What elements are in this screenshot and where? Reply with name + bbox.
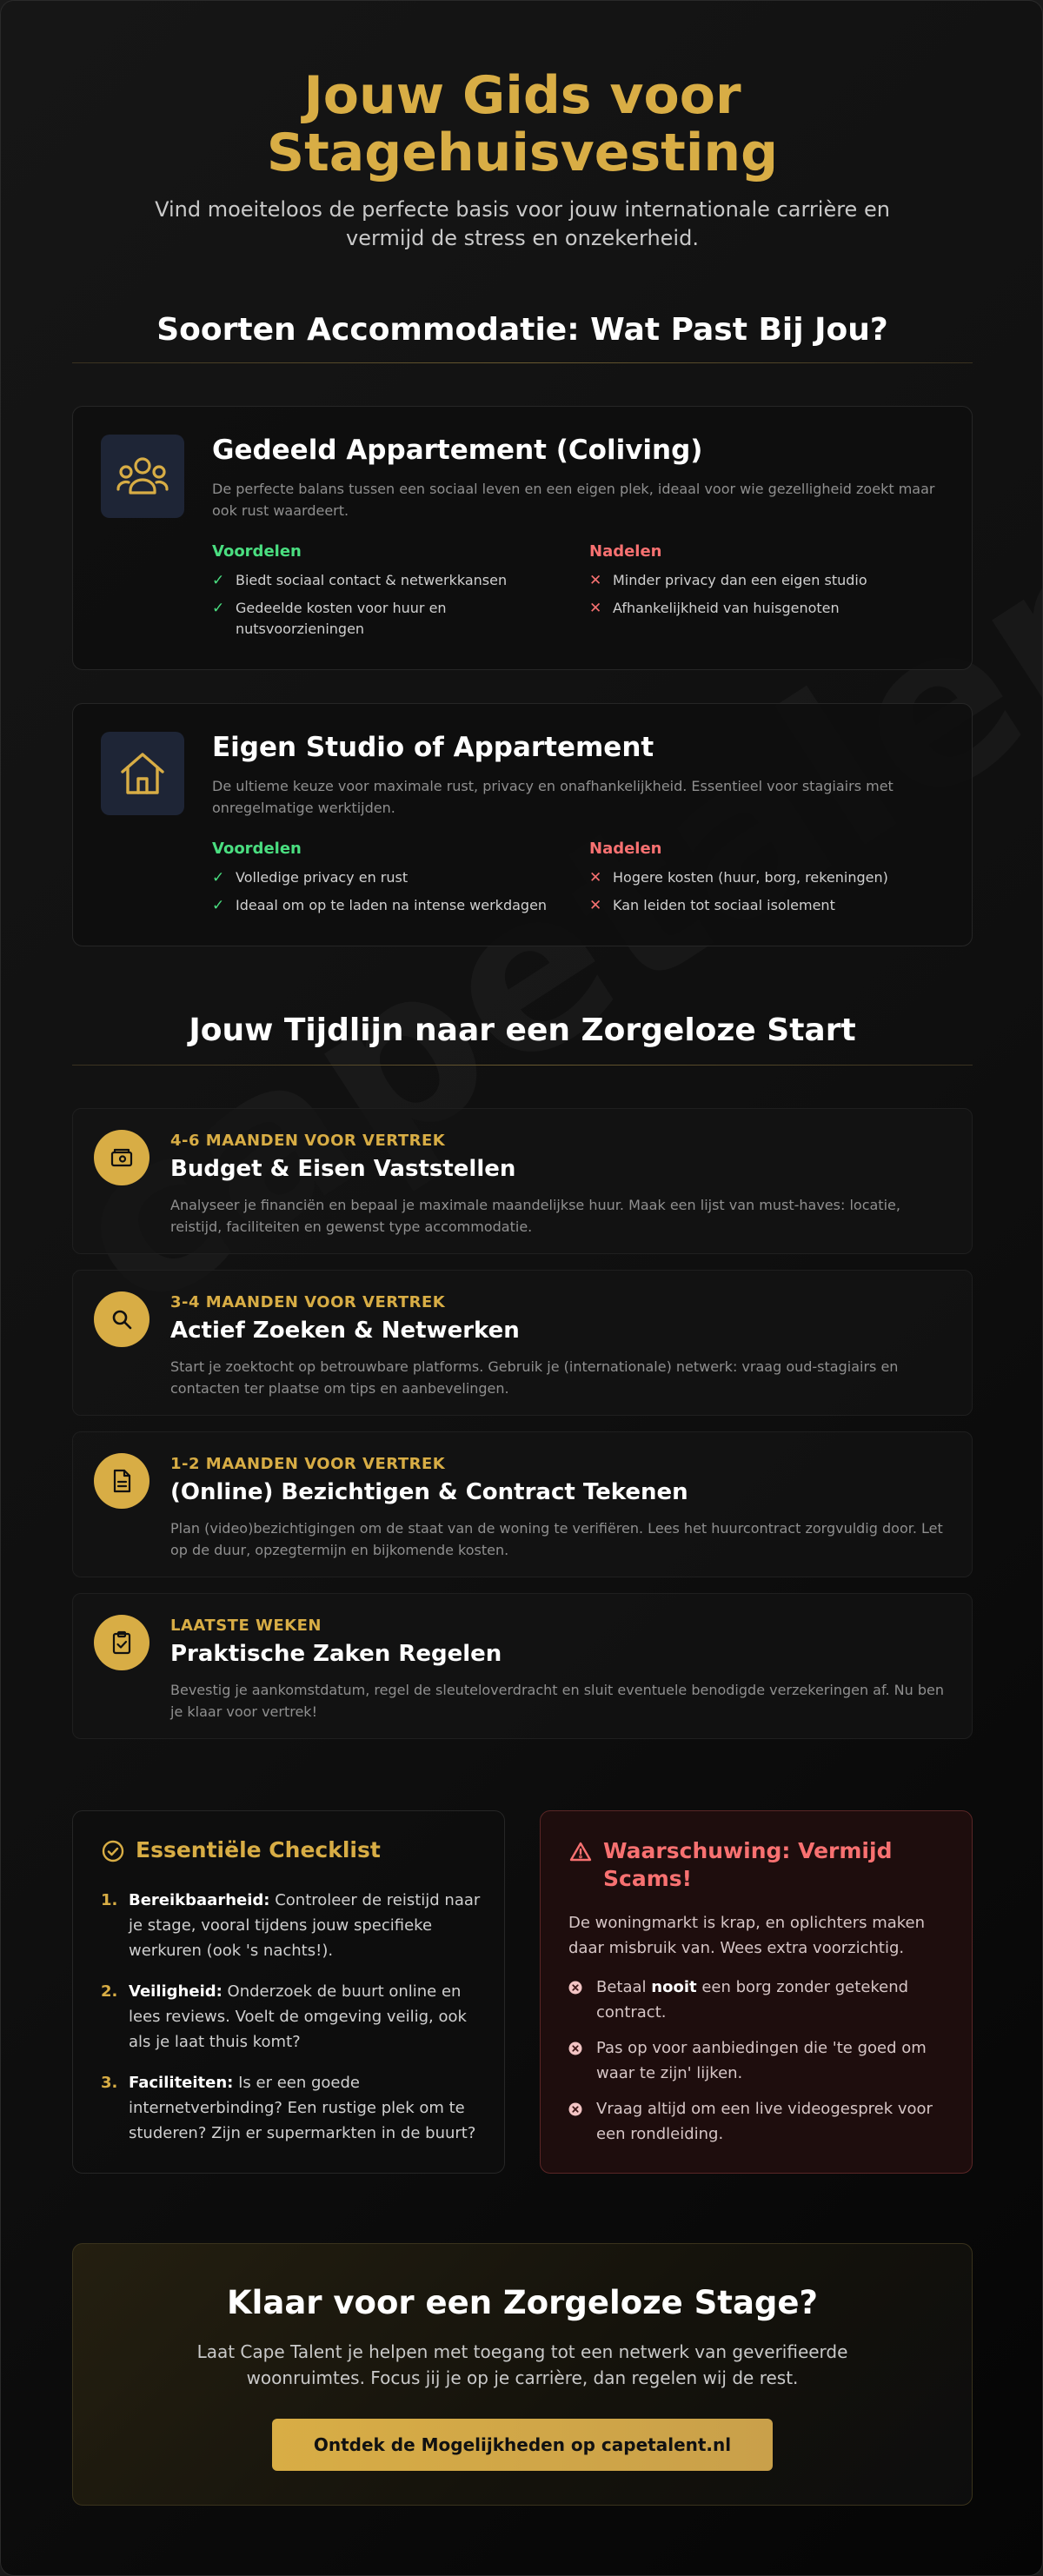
warning-title: Waarschuwing: Vermijd Scams! xyxy=(603,1838,893,1891)
document-icon xyxy=(94,1453,149,1509)
cta-title: Klaar voor een Zorgeloze Stage? xyxy=(227,2284,818,2321)
cons-list xyxy=(589,867,937,923)
check-icon: ✓ xyxy=(212,572,225,589)
warning-triangle-icon xyxy=(568,1840,593,1864)
wallet-icon xyxy=(94,1130,149,1185)
list-item: 3. Faciliteiten: Is er een goede internetverbinding? Een rustige plek om te studeren? Zijn er supermarkten in de buurt? xyxy=(101,2074,476,2142)
cons-list xyxy=(589,570,937,626)
x-icon: ✕ xyxy=(589,572,602,589)
cta-text: Laat Cape Talent je helpen met toegang tot een netwerk van geverifieerde woonruimtes. Focus jij je op je carrière, dan regelen wij de rest. xyxy=(196,2341,848,2388)
list-item: 2. Veiligheid: Onderzoek de buurt online en lees reviews. Voelt de omgeving veilig, ook als je laat thuis komt? xyxy=(101,1982,467,2051)
warning-list xyxy=(568,1975,951,2157)
x-icon: ✕ xyxy=(589,869,602,886)
step-timing: 4-6 MAANDEN VOOR VERTREK xyxy=(170,1132,446,1150)
list-item: ✕ Hogere kosten (huur, borg, rekeningen) xyxy=(589,869,888,886)
list-item: ✕ Afhankelijkheid van huisgenoten xyxy=(589,600,840,617)
check-icon: ✓ xyxy=(212,600,225,617)
list-item: 1. Bereikbaarheid: Controleer de reistijd naar je stage, vooral tijdens jouw specifieke werkuren (ook 's nachts!). xyxy=(101,1891,481,1960)
pros-list xyxy=(212,867,560,923)
step-timing: 3-4 MAANDEN VOOR VERTREK xyxy=(170,1293,446,1311)
check-circle-icon xyxy=(101,1839,125,1863)
step-title: (Online) Bezichtigen & Contract Tekenen xyxy=(170,1479,688,1505)
cta-section xyxy=(72,2243,973,2506)
card-description: De ultieme keuze voor maximale rust, privacy en onafhankelijkheid. Essentieel voor stagiairs met onregelmatige werktijden. xyxy=(212,778,894,816)
step-title: Actief Zoeken & Netwerken xyxy=(170,1318,520,1344)
step-timing: 1-2 MAANDEN VOOR VERTREK xyxy=(170,1455,446,1473)
step-title: Praktische Zaken Regelen xyxy=(170,1641,502,1667)
warning-intro: De woningmarkt is krap, en oplichters maken daar misbruik van. Wees extra voorzichtig. xyxy=(568,1914,926,1957)
x-icon: ✕ xyxy=(589,600,602,617)
x-circle-icon xyxy=(568,2102,582,2116)
hero xyxy=(1,67,1043,253)
checklist-box xyxy=(72,1810,505,2174)
step-description: Bevestig je aankomstdatum, regel de sleuteloverdracht en sluit eventuele benodigde verzekeringen af. Nu ben je klaar voor vertrek! xyxy=(170,1682,944,1720)
card-title: Eigen Studio of Appartement xyxy=(212,732,654,763)
cons-heading: Nadelen xyxy=(589,542,662,561)
search-icon xyxy=(94,1291,149,1347)
step-title: Budget & Eisen Vaststellen xyxy=(170,1156,516,1182)
cta-button[interactable]: Ontdek de Mogelijkheden op capetalent.nl xyxy=(272,2419,773,2471)
x-icon: ✕ xyxy=(589,897,602,914)
users-icon xyxy=(101,435,184,518)
x-circle-icon xyxy=(568,2042,582,2055)
timeline-step xyxy=(72,1108,973,1254)
check-icon: ✓ xyxy=(212,869,225,886)
timeline-step xyxy=(72,1270,973,1416)
timeline-step xyxy=(72,1593,973,1739)
section-divider xyxy=(72,362,973,363)
page-title: Jouw Gids voor Stagehuisvesting xyxy=(266,65,779,183)
checklist-list xyxy=(101,1888,483,2161)
list-item: ✓ Biedt sociaal contact & netwerkkansen xyxy=(212,572,508,589)
cons-heading: Nadelen xyxy=(589,840,662,858)
list-item: Vraag altijd om een live videogesprek voor een rondleiding. xyxy=(568,2096,951,2147)
list-item: Betaal nooit een borg zonder getekend contract. xyxy=(568,1975,951,2025)
list-item: ✕ Kan leiden tot sociaal isolement xyxy=(589,897,835,914)
x-circle-icon xyxy=(568,1981,582,1995)
step-description: Analyseer je financiën en bepaal je maximale maandelijkse huur. Maak een lijst van must-haves: locatie, reistijd, faciliteiten en gewenst type accommodatie. xyxy=(170,1197,900,1235)
check-icon: ✓ xyxy=(212,897,225,914)
pros-list xyxy=(212,570,560,647)
card-description: De perfecte balans tussen een sociaal leven en een eigen plek, ideaal voor wie gezelligheid zoekt maar ook rust waardeert. xyxy=(212,481,935,519)
checklist-title: Essentiële Checklist xyxy=(136,1837,381,1862)
warning-heading xyxy=(568,1837,951,1893)
section-divider xyxy=(72,1065,973,1066)
clipboard-check-icon xyxy=(94,1615,149,1670)
pros-heading: Voordelen xyxy=(212,840,302,858)
page-subtitle: Vind moeiteloos de perfecte basis voor jouw internationale carrière en vermijd de stress en onzekerheid. xyxy=(155,197,890,250)
checklist-heading xyxy=(101,1837,381,1863)
timeline-heading: Jouw Tijdlijn naar een Zorgeloze Start xyxy=(189,1012,856,1048)
warning-box xyxy=(540,1810,973,2174)
accommodation-card-studio xyxy=(72,703,973,946)
pros-heading: Voordelen xyxy=(212,542,302,561)
step-description: Start je zoektocht op betrouwbare platforms. Gebruik je (internationale) netwerk: vraag oud-stagiairs en contacten ter plaatse om tips en aanbevelingen. xyxy=(170,1358,899,1397)
step-description: Plan (video)bezichtigingen om de staat van de woning te verifiëren. Lees het huurcontract zorgvuldig door. Let op de duur, opzegtermijn en bijkomende kosten. xyxy=(170,1520,943,1558)
list-item: ✓ Volledige privacy en rust xyxy=(212,869,409,886)
accommodation-card-coliving xyxy=(72,406,973,670)
accommodation-heading: Soorten Accommodatie: Wat Past Bij Jou? xyxy=(156,312,888,348)
timeline-step xyxy=(72,1431,973,1577)
list-item: Pas op voor aanbiedingen die 'te goed om waar te zijn' lijken. xyxy=(568,2035,951,2086)
card-title: Gedeeld Appartement (Coliving) xyxy=(212,435,703,466)
step-timing: LAATSTE WEKEN xyxy=(170,1617,322,1635)
home-icon xyxy=(101,732,184,815)
list-item: ✕ Minder privacy dan een eigen studio xyxy=(589,572,867,589)
list-item: ✓ Gedeelde kosten voor huur en nutsvoorzieningen xyxy=(212,600,447,637)
list-item: ✓ Ideaal om op te laden na intense werkdagen xyxy=(212,897,548,914)
